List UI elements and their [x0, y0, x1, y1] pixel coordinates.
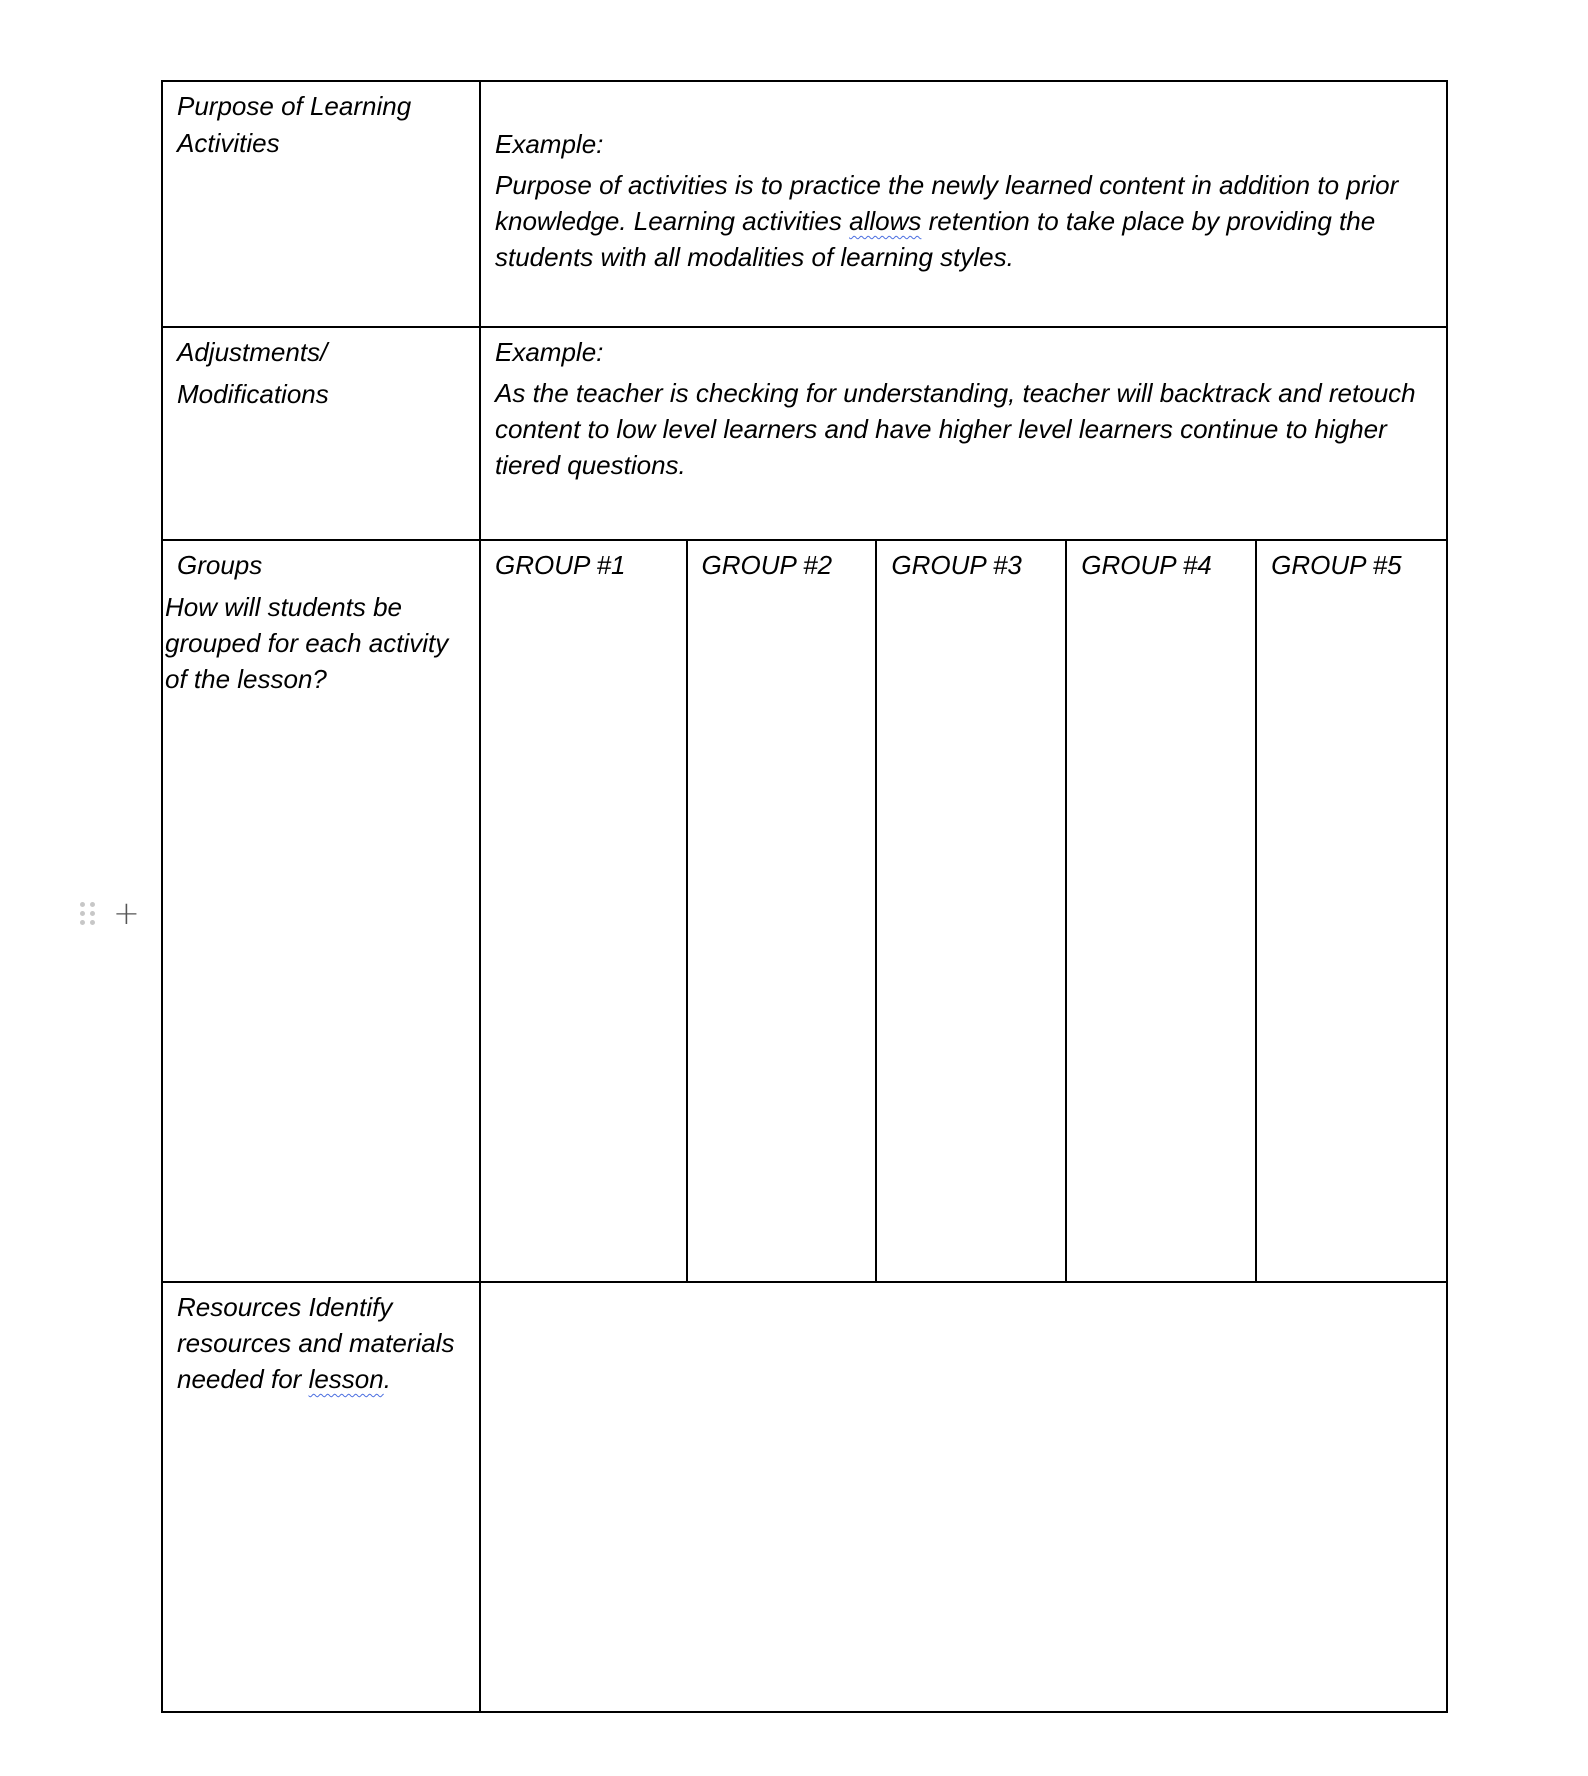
- drag-handle-icon[interactable]: [80, 902, 95, 925]
- adjustments-label-line-1: Adjustments/: [177, 337, 328, 367]
- group-column-3[interactable]: GROUP #3: [876, 541, 1066, 1281]
- group-column-4[interactable]: GROUP #4: [1066, 541, 1256, 1281]
- purpose-label-line-2: Activities: [177, 128, 280, 158]
- resources-label-text: Resources Identify resources and materials needed for: [177, 1292, 455, 1394]
- adjustments-text: As the teacher is checking for understanding, teacher will backtrack and retouch content to low level learners and have higher level learners continue to higher tiered questions.: [495, 378, 1416, 480]
- purpose-example-label: Example:: [495, 129, 604, 159]
- groups-label-cell[interactable]: [162, 540, 480, 1282]
- purpose-label-cell[interactable]: [162, 81, 480, 327]
- table-row-purpose: [162, 81, 1447, 327]
- adjustments-content-cell[interactable]: [480, 327, 1447, 540]
- plus-icon[interactable]: +: [113, 894, 140, 932]
- groups-label-title: Groups: [177, 550, 263, 580]
- table-row-resources: [162, 1282, 1447, 1712]
- resources-label-cell[interactable]: Resources Identify resources and materials needed for lesson.: [162, 1282, 480, 1712]
- row-gutter-controls: [80, 894, 140, 932]
- spellcheck-word-allows[interactable]: allows: [849, 206, 922, 236]
- adjustments-label-cell[interactable]: [162, 327, 480, 540]
- spellcheck-word-lesson[interactable]: lesson: [308, 1364, 384, 1394]
- groups-columns-cell: [480, 540, 1447, 1282]
- group-column-2[interactable]: GROUP #2: [687, 541, 877, 1281]
- lesson-plan-table: [161, 80, 1448, 1713]
- purpose-label-line-1: Purpose of Learning: [177, 91, 412, 121]
- adjustments-label-line-2: Modifications: [177, 379, 329, 409]
- groups-label-question: How will students be grouped for each activity of the lesson?: [165, 592, 449, 694]
- adjustments-example-label: Example:: [495, 337, 604, 367]
- resources-content-cell[interactable]: [480, 1282, 1447, 1712]
- table-row-adjustments: [162, 327, 1447, 540]
- group-column-1[interactable]: GROUP #1: [481, 541, 687, 1281]
- purpose-text: Purpose of activities is to practice the newly learned content in addition to prior knowledge. Learning activities allows retention to take place by providing the students with all modalities of learning styles.: [495, 170, 1399, 272]
- purpose-content-cell[interactable]: [480, 81, 1447, 327]
- table-row-groups: [162, 540, 1447, 1282]
- groups-subtable: [481, 541, 1446, 1281]
- group-column-5[interactable]: GROUP #5: [1271, 550, 1402, 580]
